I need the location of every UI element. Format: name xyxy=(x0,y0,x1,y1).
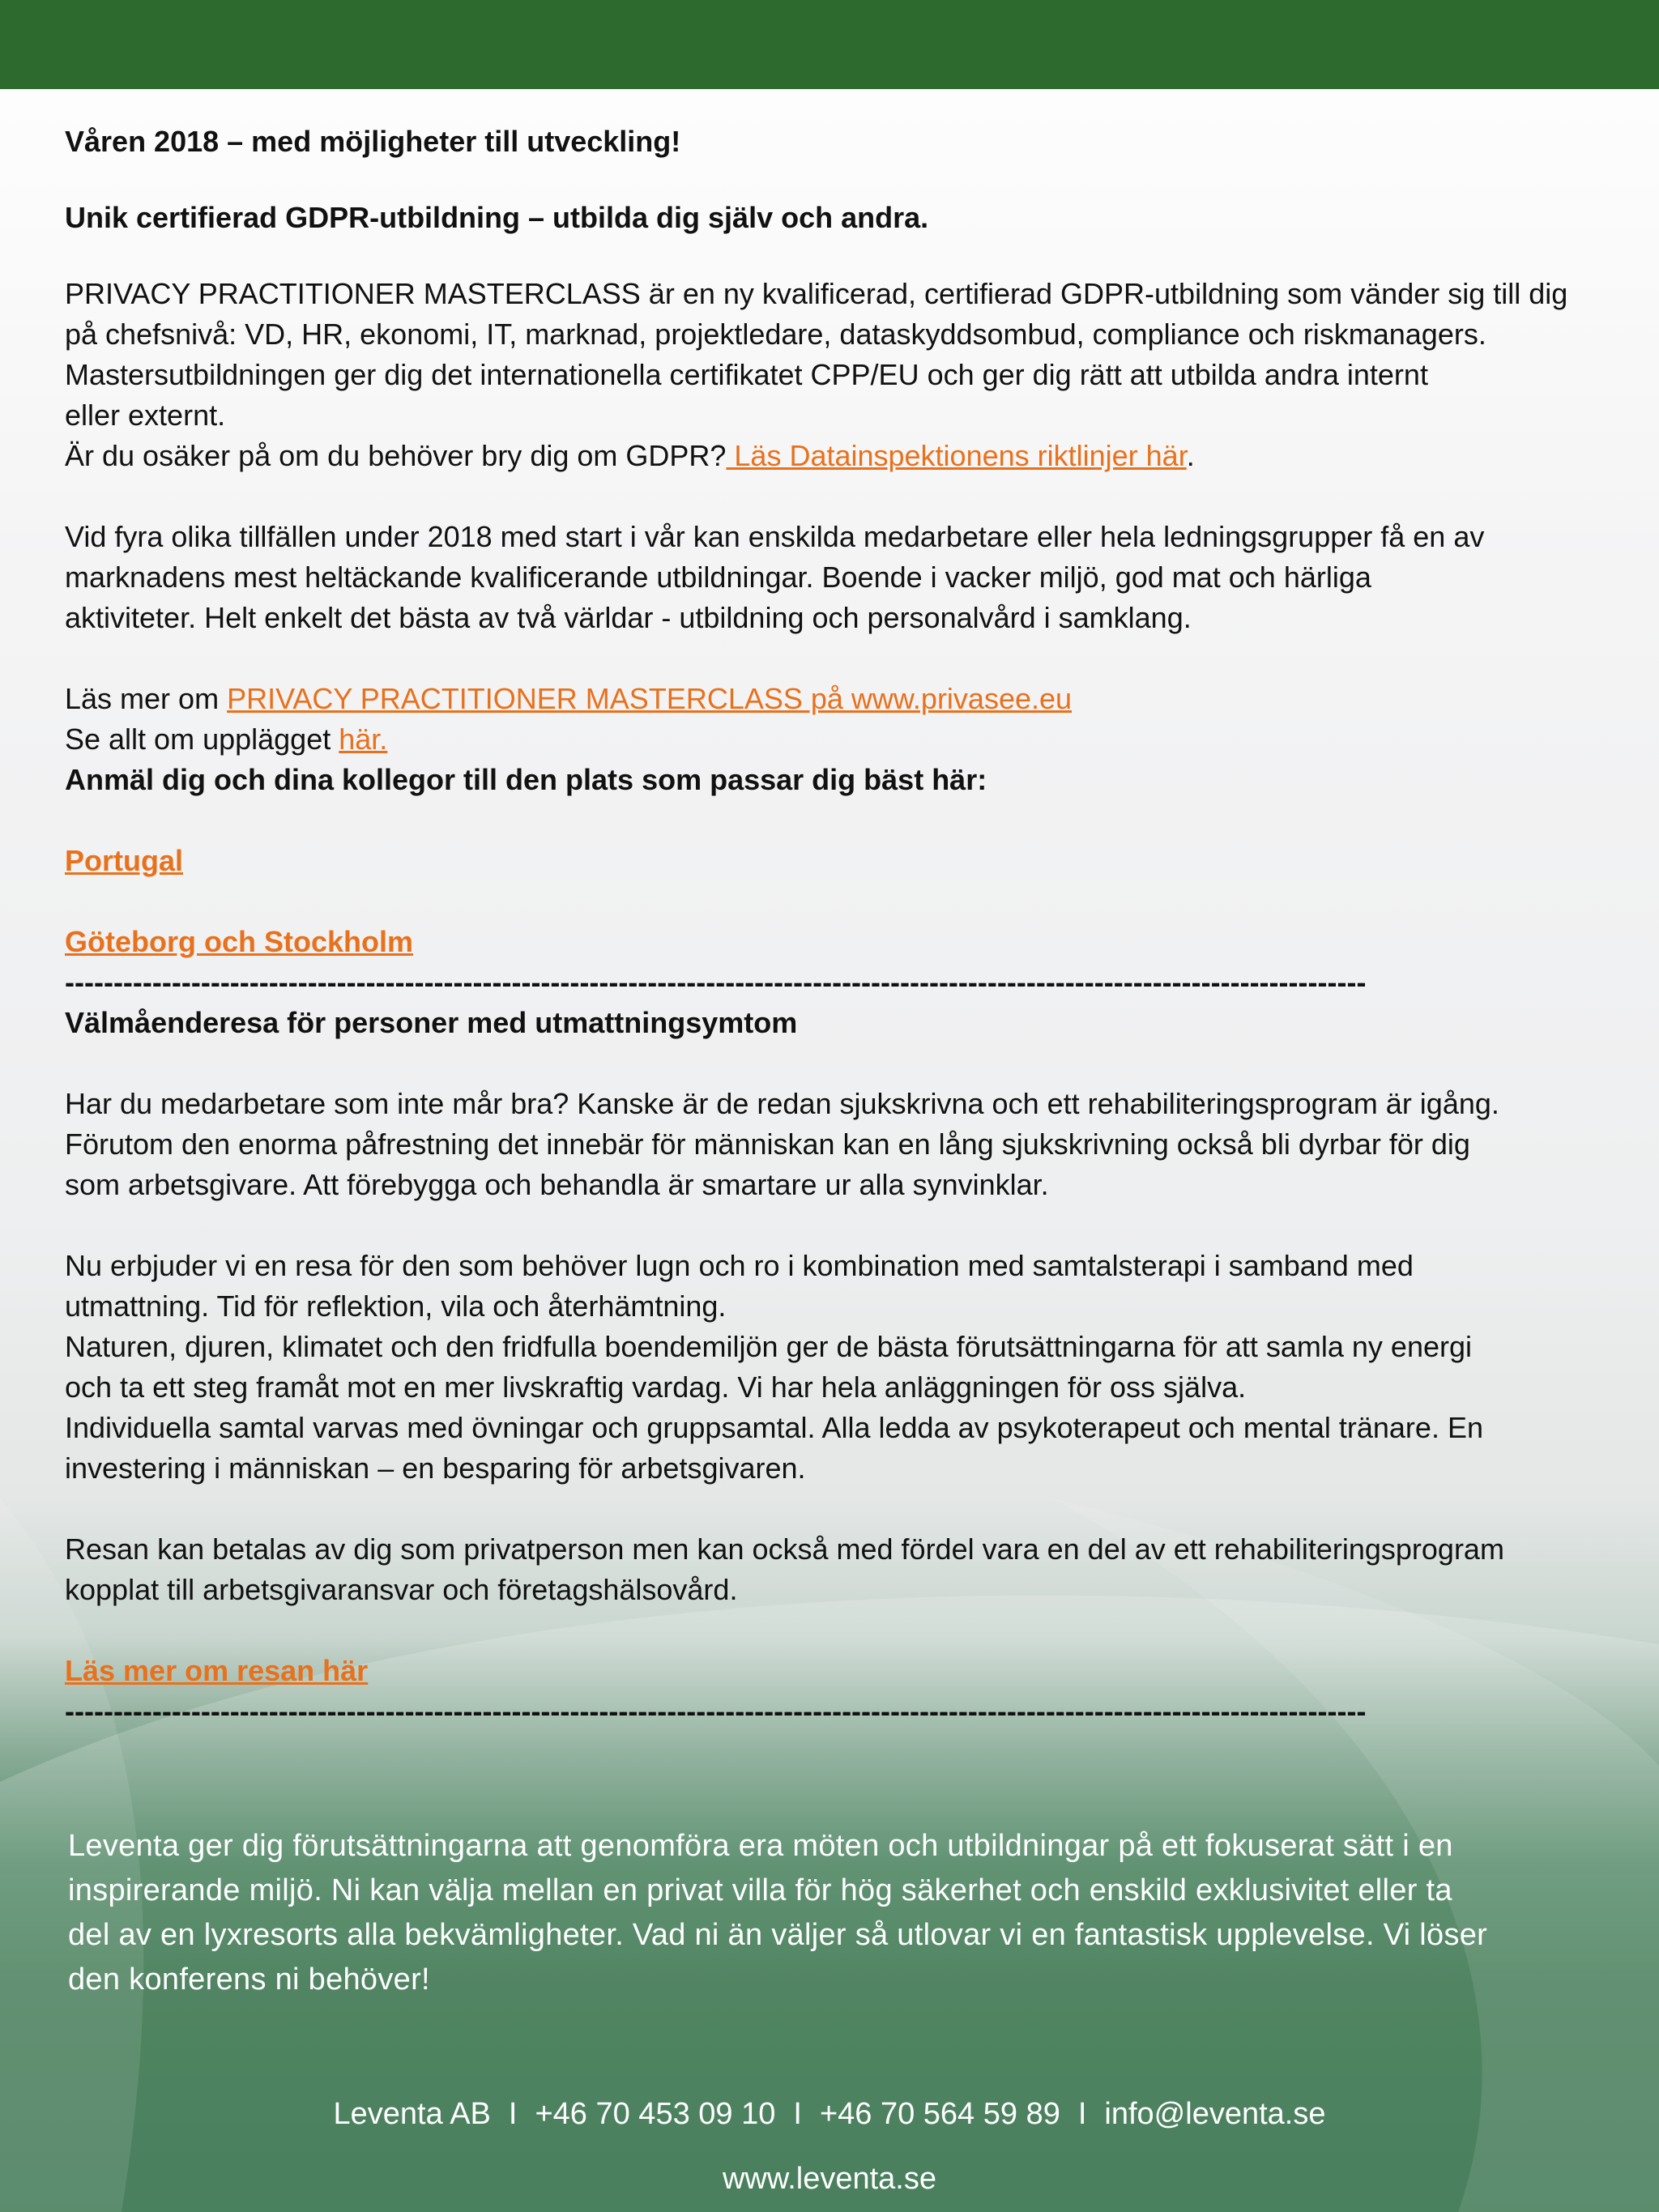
gdpr-intro-line: PRIVACY PRACTITIONER MASTERCLASS är en ny kvalificerad, certifierad GDPR-utbildning som vänder sig till dig xyxy=(65,277,1568,310)
signup-text: Anmäl dig och dina kollegor till den plats som passar dig bäst här: xyxy=(65,763,987,796)
gdpr-intro-line: eller externt. xyxy=(65,399,226,432)
promo-line: inspirerande miljö. Ni kan välja mellan en privat villa för hög säkerhet och enskild exklusivitet eller ta xyxy=(68,1873,1452,1907)
wellness-detail-line: Naturen, djuren, klimatet och den fridfulla boendemiljön ger de bästa förutsättningarna för att samla ny energi xyxy=(65,1330,1472,1363)
email-link[interactable]: info@leventa.se xyxy=(1104,2097,1326,2131)
setup-prefix: Se allt om upplägget xyxy=(65,722,339,756)
wellness-payment-line: kopplat till arbetsgivaransvar och företagshälsovård. xyxy=(65,1573,738,1606)
section-divider: -------------------------------------------------------------------------------------------------------------------------------------- xyxy=(65,965,1367,999)
wellness-detail-line: och ta ett steg framåt mot en mer livskraftig vardag. Vi har hela anläggningen för oss själva. xyxy=(65,1370,1247,1404)
wellness-intro-line: som arbetsgivare. Att förebygga och behandla är smartare ur alla synvinklar. xyxy=(65,1168,1049,1201)
footer-separator: I xyxy=(793,2097,802,2131)
gdpr-period: . xyxy=(1186,439,1195,472)
gdpr-detail-line: Vid fyra olika tillfällen under 2018 med start i vår kan enskilda medarbetare eller hela ledningsgrupper få en av xyxy=(65,520,1485,553)
wellness-intro-line: Förutom den enorma påfrestning det innebär för människan kan en lång sjukskrivning också bli dyrbar för dig xyxy=(65,1127,1470,1161)
datainspektionen-link[interactable]: Läs Datainspektionens riktlinjer här xyxy=(726,439,1187,472)
setup-link[interactable]: här. xyxy=(339,722,388,756)
trip-read-more-link[interactable]: Läs mer om resan här xyxy=(65,1654,369,1687)
wellness-detail-line: Individuella samtal varvas med övningar och gruppsamtal. Alla ledda av psykoterapeut och mental tränare. En xyxy=(65,1411,1483,1444)
wellness-detail-line: investering i människan – en besparing för arbetsgivaren. xyxy=(65,1451,806,1485)
read-more-line xyxy=(65,679,1604,719)
leventa-promo xyxy=(68,1824,1607,2002)
wellness-detail-line: utmattning. Tid för reflektion, vila och återhämtning. xyxy=(65,1289,727,1323)
newsletter-content xyxy=(65,121,1604,1732)
wellness-intro-line: Har du medarbetare som inte mår bra? Kanske är de redan sjukskrivna och ett rehabiliteringsprogram är igång. xyxy=(65,1087,1499,1120)
main-title: Våren 2018 – med möjligheter till utveckling! xyxy=(65,125,681,158)
gdpr-subtitle: Unik certifierad GDPR-utbildning – utbilda dig själv och andra. xyxy=(65,201,929,234)
read-more-prefix: Läs mer om xyxy=(65,682,228,715)
goteborg-stockholm-link[interactable]: Göteborg och Stockholm xyxy=(65,925,414,958)
gdpr-intro-line: på chefsnivå: VD, HR, ekonomi, IT, marknad, projektledare, dataskyddsombud, compliance och riskmanagers. xyxy=(65,318,1486,351)
company-name: Leventa AB xyxy=(333,2097,491,2131)
footer-contacts xyxy=(0,2094,1659,2134)
footer-separator: I xyxy=(508,2097,518,2131)
phone-2[interactable]: +46 70 564 59 89 xyxy=(819,2097,1060,2131)
promo-line: Leventa ger dig förutsättningarna att genomföra era möten och utbildningar på ett fokuserat sätt i en xyxy=(68,1829,1453,1863)
wellness-payment-line: Resan kan betalas av dig som privatperson men kan också med fördel vara en del av ett rehabiliteringsprogram xyxy=(65,1532,1504,1566)
gdpr-question-line xyxy=(65,436,1604,476)
gdpr-detail-line: aktiviteter. Helt enkelt det bästa av två världar - utbildning och personalvård i samklang. xyxy=(65,601,1192,634)
gdpr-intro-line: Mastersutbildningen ger dig det internationella certifikatet CPP/EU och ger dig rätt att utbilda andra internt xyxy=(65,358,1428,391)
portugal-link[interactable]: Portugal xyxy=(65,844,184,877)
privasee-link[interactable]: PRIVACY PRACTITIONER MASTERCLASS på www.privasee.eu xyxy=(227,682,1073,715)
setup-line xyxy=(65,719,1604,760)
gdpr-question: Är du osäker på om du behöver bry dig om GDPR? xyxy=(65,439,727,472)
section-divider: -------------------------------------------------------------------------------------------------------------------------------------- xyxy=(65,1694,1367,1728)
promo-line: den konferens ni behöver! xyxy=(68,1963,430,1997)
footer-separator: I xyxy=(1077,2097,1087,2131)
gdpr-detail-line: marknadens mest heltäckande kvalificerande utbildningar. Boende i vacker miljö, god mat och härliga xyxy=(65,560,1371,594)
phone-1[interactable]: +46 70 453 09 10 xyxy=(535,2097,776,2131)
website-link[interactable]: www.leventa.se xyxy=(722,2162,936,2196)
wellness-detail-line: Nu erbjuder vi en resa för den som behöver lugn och ro i kombination med samtalsterapi i samband med xyxy=(65,1249,1414,1282)
promo-line: del av en lyxresorts alla bekvämligheter. Vad ni än väljer så utlovar vi en fantastisk upplevelse. Vi löser xyxy=(68,1918,1488,1952)
wellness-title: Välmåenderesa för personer med utmattningsymtom xyxy=(65,1006,798,1039)
top-green-bar xyxy=(0,0,1659,89)
